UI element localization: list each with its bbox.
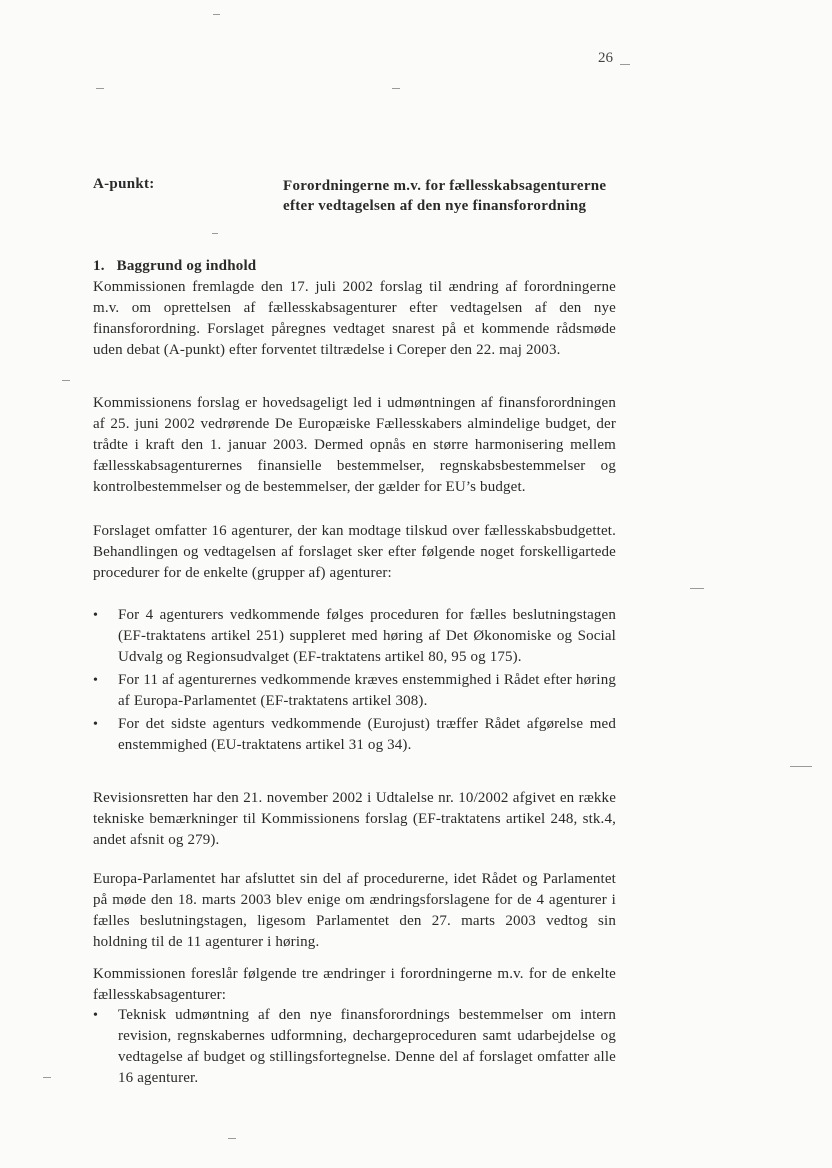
bullet-icon: • [93, 673, 99, 688]
scan-speck [212, 233, 218, 234]
bullet-icon: • [93, 717, 99, 732]
amendment-list [93, 1005, 616, 1091]
paragraph-3: Forslaget omfatter 16 agenturer, der kan modtage tilskud over fællesskabsbudgettet. Behandlingen og vedtagelsen af forslaget sker efter følgende noget forskelligartede procedurer for de enkelte (grupper af) agenturer: [93, 523, 616, 581]
scan-speck [392, 88, 400, 89]
list-item-text: For 11 af agenturernes vedkommende kræves enstemmighed i Rådet efter høring af Europa-Parlamentet (EF-traktatens artikel 308). [118, 672, 616, 709]
list-item-text: For det sidste agenturs vedkommende (Eurojust) træffer Rådet afgørelse med enstemmighed (EU-traktatens artikel 31 og 34). [118, 716, 616, 753]
page-number: 26 [598, 50, 613, 66]
bullet-icon: • [93, 1008, 99, 1023]
section-title: Baggrund og indhold [116, 258, 257, 274]
scan-speck [43, 1077, 51, 1078]
scan-speck [620, 64, 630, 65]
bullet-icon: • [93, 608, 99, 623]
scan-speck [228, 1138, 236, 1139]
scan-speck [96, 88, 104, 89]
list-item [93, 605, 616, 668]
agenda-title: Forordningerne m.v. for fællesskabsagenturerne efter vedtagelsen af den nye finansforordning [283, 178, 607, 214]
scan-speck [213, 14, 220, 15]
list-item-text: For 4 agenturers vedkommende følges proceduren for fælles beslutningstagen (EF-traktatens artikel 251) suppleret med høring af Det Økonomiske og Social Udvalg og Regionsudvalget (EF-traktatens artikel 80, 95 og 175). [118, 607, 616, 665]
paragraph-5: Europa-Parlamentet har afsluttet sin del af procedurerne, idet Rådet og Parlamentet på møde den 18. marts 2003 blev enige om ændringsforslagene for de 4 agenturer i fælles beslutningstagen, ligesom Parlamentet den 27. marts 2003 vedtog sin holdning til de 11 agenturer i høring. [93, 871, 616, 950]
section-heading [93, 258, 256, 275]
list-item-text: Teknisk udmøntning af den nye finansforordnings bestemmelser om intern revision, regnskabernes udformning, dechargeproceduren samt udarbejdelse og vedtagelse af budget og stillingsfortegnelse. Denne del af forslaget omfatter alle 16 agenturer. [118, 1007, 616, 1086]
procedure-list [93, 605, 616, 758]
paragraph-4: Revisionsretten har den 21. november 2002 i Udtalelse nr. 10/2002 afgivet en række tekniske bemærkninger til Kommissionens forslag (EF-traktatens artikel 248, stk.4, andet afsnit og 279). [93, 790, 616, 848]
scan-speck [690, 588, 704, 589]
list-item [93, 1005, 616, 1089]
scan-speck [790, 766, 812, 767]
scan-speck [62, 380, 70, 381]
agenda-label: A-punkt: [93, 176, 155, 192]
list-item [93, 670, 616, 712]
list-item [93, 714, 616, 756]
section-number: 1. [93, 258, 105, 274]
paragraph-6: Kommissionen foreslår følgende tre ændringer i forordningerne m.v. for de enkelte fællesskabsagenturer: [93, 966, 616, 1003]
paragraph-1: Kommissionen fremlagde den 17. juli 2002 forslag til ændring af forordningerne m.v. om oprettelsen af fællesskabsagenturer efter vedtagelsen af den nye finansforordning. Forslaget påregnes vedtaget snarest på et kommende rådsmøde uden debat (A-punkt) efter forventet tiltrædelse i Coreper den 22. maj 2003. [93, 279, 616, 358]
paragraph-2: Kommissionens forslag er hovedsageligt led i udmøntningen af finansforordningen af 25. juni 2002 vedrørende De Europæiske Fællesskabers almindelige budget, der trådte i kraft den 1. januar 2003. Dermed opnås en større harmonisering mellem fællesskabsagenturernes finansielle bestemmelser, regnskabsbestemmelser og kontrolbestemmelser og de bestemmelser, der gælder for EU’s budget. [93, 395, 616, 495]
